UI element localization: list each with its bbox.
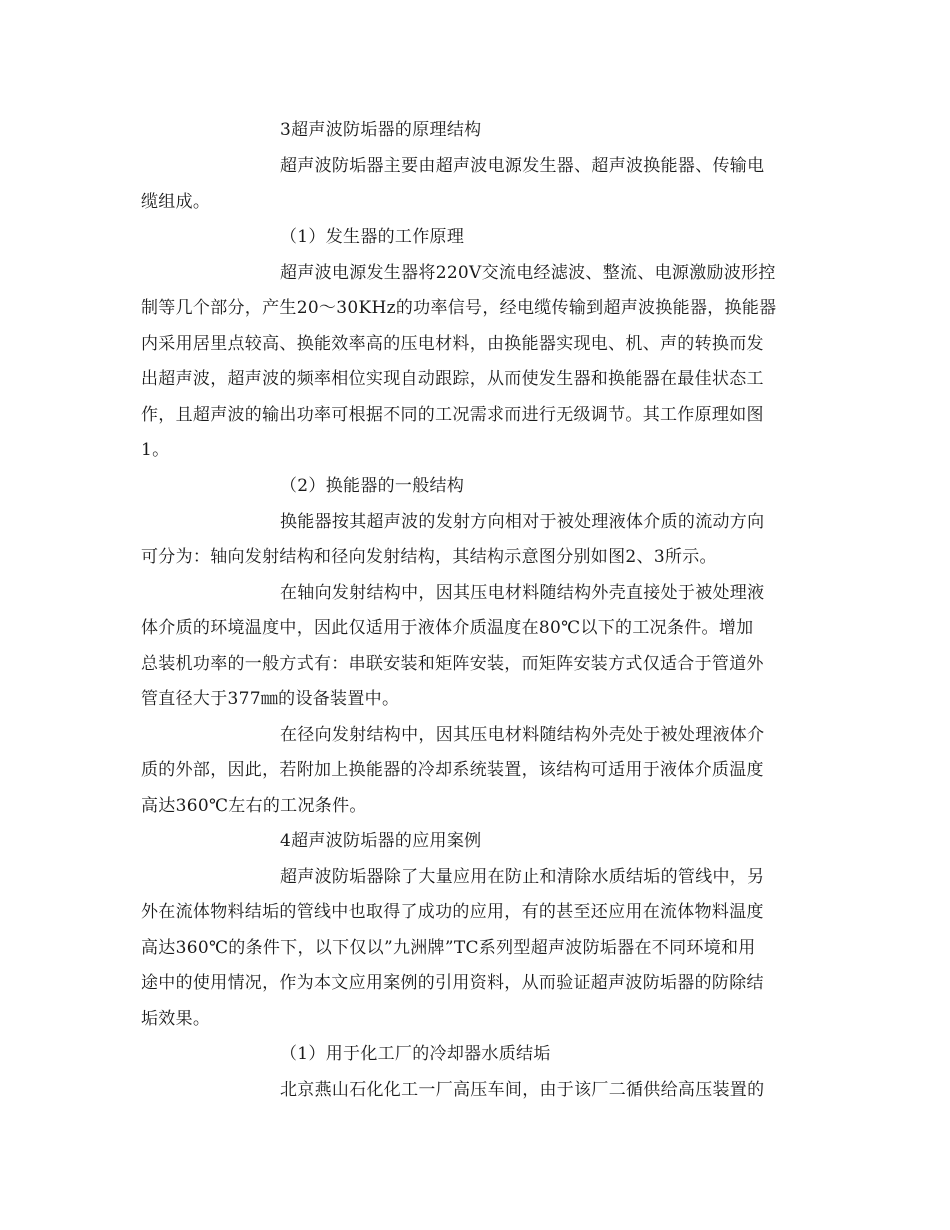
paragraph-line: 可分为：轴向发射结构和径向发射结构，其结构示意图分别如图2、3所示。	[141, 547, 717, 567]
paragraph-line: 缆组成。	[141, 192, 211, 212]
paragraph-line: 1。	[141, 440, 170, 460]
heading-section-4: 4超声波防垢器的应用案例	[280, 831, 482, 851]
paragraph-line: 超声波防垢器主要由超声波电源发生器、超声波换能器、传输电	[280, 156, 765, 176]
paragraph-line: 外在流体物料结垢的管线中也取得了成功的应用，有的甚至还应用在流体物料温度	[141, 902, 764, 922]
paragraph-line: 内采用居里点较高、换能效率高的压电材料，由换能器实现电、机、声的转换而发	[141, 334, 764, 354]
paragraph-line: 在轴向发射结构中，因其压电材料随结构外壳直接处于被处理液	[280, 583, 765, 603]
paragraph-line: 制等几个部分，产生20～30KHz的功率信号，经电缆传输到超声波换能器，换能器	[141, 298, 777, 318]
paragraph-line: 作，且超声波的输出功率可根据不同的工况需求而进行无级调节。其工作原理如图	[141, 405, 764, 425]
subheading-chemical-plant: （1）用于化工厂的冷却器水质结垢	[280, 1044, 551, 1064]
subheading-transducer: （2）换能器的一般结构	[280, 476, 465, 496]
paragraph-line: 高达360℃左右的工况条件。	[141, 796, 367, 816]
paragraph-line: 途中的使用情况，作为本文应用案例的引用资料，从而验证超声波防垢器的防除结	[141, 973, 764, 993]
paragraph-line: 超声波防垢器除了大量应用在防止和清除水质结垢的管线中，另	[280, 867, 765, 887]
paragraph-line: 在径向发射结构中，因其压电材料随结构外壳处于被处理液体介	[280, 725, 765, 745]
paragraph-line: 垢效果。	[141, 1009, 211, 1029]
paragraph-line: 管直径大于377㎜的设备装置中。	[141, 689, 400, 709]
heading-section-3: 3超声波防垢器的原理结构	[280, 120, 482, 140]
paragraph-line: 北京燕山石化化工一厂高压车间，由于该厂二循供给高压装置的	[280, 1080, 765, 1100]
paragraph-line: 换能器按其超声波的发射方向相对于被处理液体介质的流动方向	[280, 512, 765, 532]
paragraph-line: 超声波电源发生器将220V交流电经滤波、整流、电源激励波形控	[280, 263, 776, 283]
paragraph-line: 总装机功率的一般方式有：串联安装和矩阵安装，而矩阵安装方式仅适合于管道外	[141, 654, 764, 674]
subheading-generator: （1）发生器的工作原理	[280, 227, 465, 247]
paragraph-line: 高达360℃的条件下，以下仅以”九洲牌”TC系列型超声波防垢器在不同环境和用	[141, 938, 756, 958]
paragraph-line: 出超声波，超声波的频率相位实现自动跟踪，从而使发生器和换能器在最佳状态工	[141, 369, 764, 389]
paragraph-line: 质的外部，因此，若附加上换能器的冷却系统装置，该结构可适用于液体介质温度	[141, 760, 764, 780]
paragraph-line: 体介质的环境温度中，因此仅适用于液体介质温度在80℃以下的工况条件。增加	[141, 618, 754, 638]
